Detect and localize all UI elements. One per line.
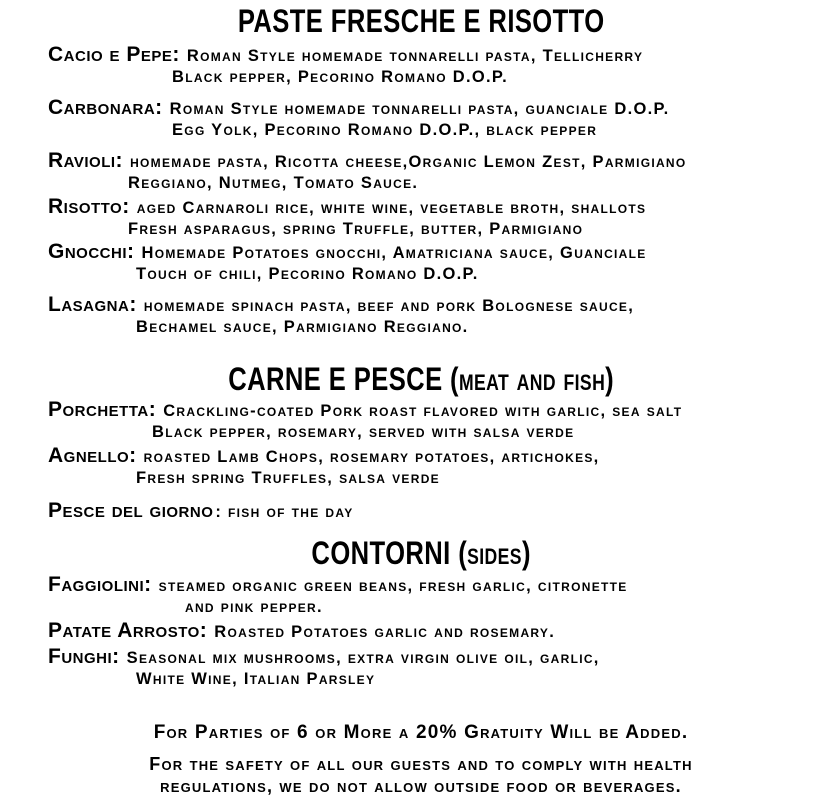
- menu-item-funghi: [48, 646, 794, 690]
- menu-item-porchetta: [48, 399, 794, 443]
- item-description-continuation: Egg Yolk, Pecorino Romano D.O.P., black pepper: [172, 121, 598, 139]
- item-description-continuation: Fresh asparagus, spring Truffle, butter, Parmigiano: [128, 220, 584, 238]
- item-description-continuation: Fresh spring Truffles, salsa verde: [136, 469, 440, 487]
- item-description-continuation: and pink pepper.: [185, 598, 323, 616]
- item-description: Crackling-coated Pork roast flavored with garlic, sea salt: [163, 402, 683, 420]
- item-description-continuation: Black pepper, Pecorino Romano D.O.P.: [172, 68, 508, 86]
- item-description: homemade spinach pasta, beef and pork Bolognese sauce,: [143, 297, 635, 315]
- section-heading-text: CARNE E PESCE (meat and fish): [228, 361, 614, 397]
- item-name: Porchetta:: [48, 398, 157, 421]
- item-description-continuation: Touch of chili, Pecorino Romano D.O.P.: [136, 265, 479, 283]
- menu-item-pesce-del-giorno: [48, 500, 794, 523]
- item-description: Roasted Potatoes garlic and rosemary.: [214, 623, 556, 641]
- item-name: Ravioli:: [48, 149, 124, 172]
- section-heading-text: PASTE FRESCHE E RISOTTO: [237, 3, 605, 39]
- item-description: Homemade Potatoes gnocchi, Amatriciana sauce, Guanciale: [141, 244, 647, 262]
- menu-item-risotto: [48, 196, 794, 240]
- item-name: Pesce del giorno: [48, 499, 214, 522]
- menu-item-lasagna: [48, 294, 794, 338]
- item-description: Roman Style homemade tonnarelli pasta, guanciale D.O.P.: [169, 100, 670, 118]
- item-description: Seasonal mix mushrooms, extra virgin olive oil, garlic,: [126, 649, 600, 667]
- section-heading-text: CONTORNI (sides): [311, 535, 531, 571]
- item-description-continuation: White Wine, Italian Parsley: [136, 670, 376, 688]
- section-heading-paste-fresche: [48, 4, 794, 38]
- menu-item-patate-arrosto: [48, 620, 794, 643]
- menu-item-gnocchi: [48, 241, 794, 285]
- item-name: Risotto:: [48, 195, 130, 218]
- menu-item-agnello: [48, 445, 794, 489]
- item-description-continuation: Reggiano, Nutmeg, Tomato Sauce.: [128, 174, 419, 192]
- section-heading-contorni: [48, 536, 794, 570]
- item-description: steamed organic green beans, fresh garlic, citronette: [158, 577, 628, 595]
- item-name: Lasagna:: [48, 293, 137, 316]
- item-description-continuation: Bechamel sauce, Parmigiano Reggiano.: [136, 318, 469, 336]
- footer-health-note-line2: regulations, we do not allow outside food or beverages.: [160, 776, 682, 796]
- item-name: Cacio e Pepe:: [48, 43, 180, 66]
- menu-item-faggiolini: [48, 574, 794, 618]
- item-name: Funghi:: [48, 645, 120, 668]
- item-description: homemade pasta, Ricotta cheese,Organic Lemon Zest, Parmigiano: [130, 153, 687, 171]
- item-description: : fish of the day: [215, 503, 354, 521]
- footer-notes: [48, 722, 794, 797]
- menu-item-cacio-e-pepe: [48, 44, 794, 88]
- footer-health-note-line1: For the safety of all our guests and to comply with health: [149, 754, 693, 774]
- item-description-continuation: Black pepper, rosemary, served with salsa verde: [152, 423, 575, 441]
- item-name: Carbonara:: [48, 96, 163, 119]
- item-name: Faggiolini:: [48, 573, 152, 596]
- item-description: aged Carnaroli rice, white wine, vegetable broth, shallots: [136, 199, 647, 217]
- item-description: Roman Style homemade tonnarelli pasta, Tellicherry: [186, 47, 644, 65]
- item-description: roasted Lamb Chops, rosemary potatoes, artichokes,: [143, 448, 600, 466]
- menu-item-carbonara: [48, 97, 794, 141]
- item-name: Agnello:: [48, 444, 137, 467]
- item-name: Patate Arrosto:: [48, 619, 208, 642]
- section-heading-carne-e-pesce: [48, 362, 794, 396]
- item-name: Gnocchi:: [48, 240, 135, 263]
- menu-item-ravioli: [48, 150, 794, 194]
- footer-gratuity-note: For Parties of 6 or More a 20% Gratuity Will be Added.: [153, 722, 689, 743]
